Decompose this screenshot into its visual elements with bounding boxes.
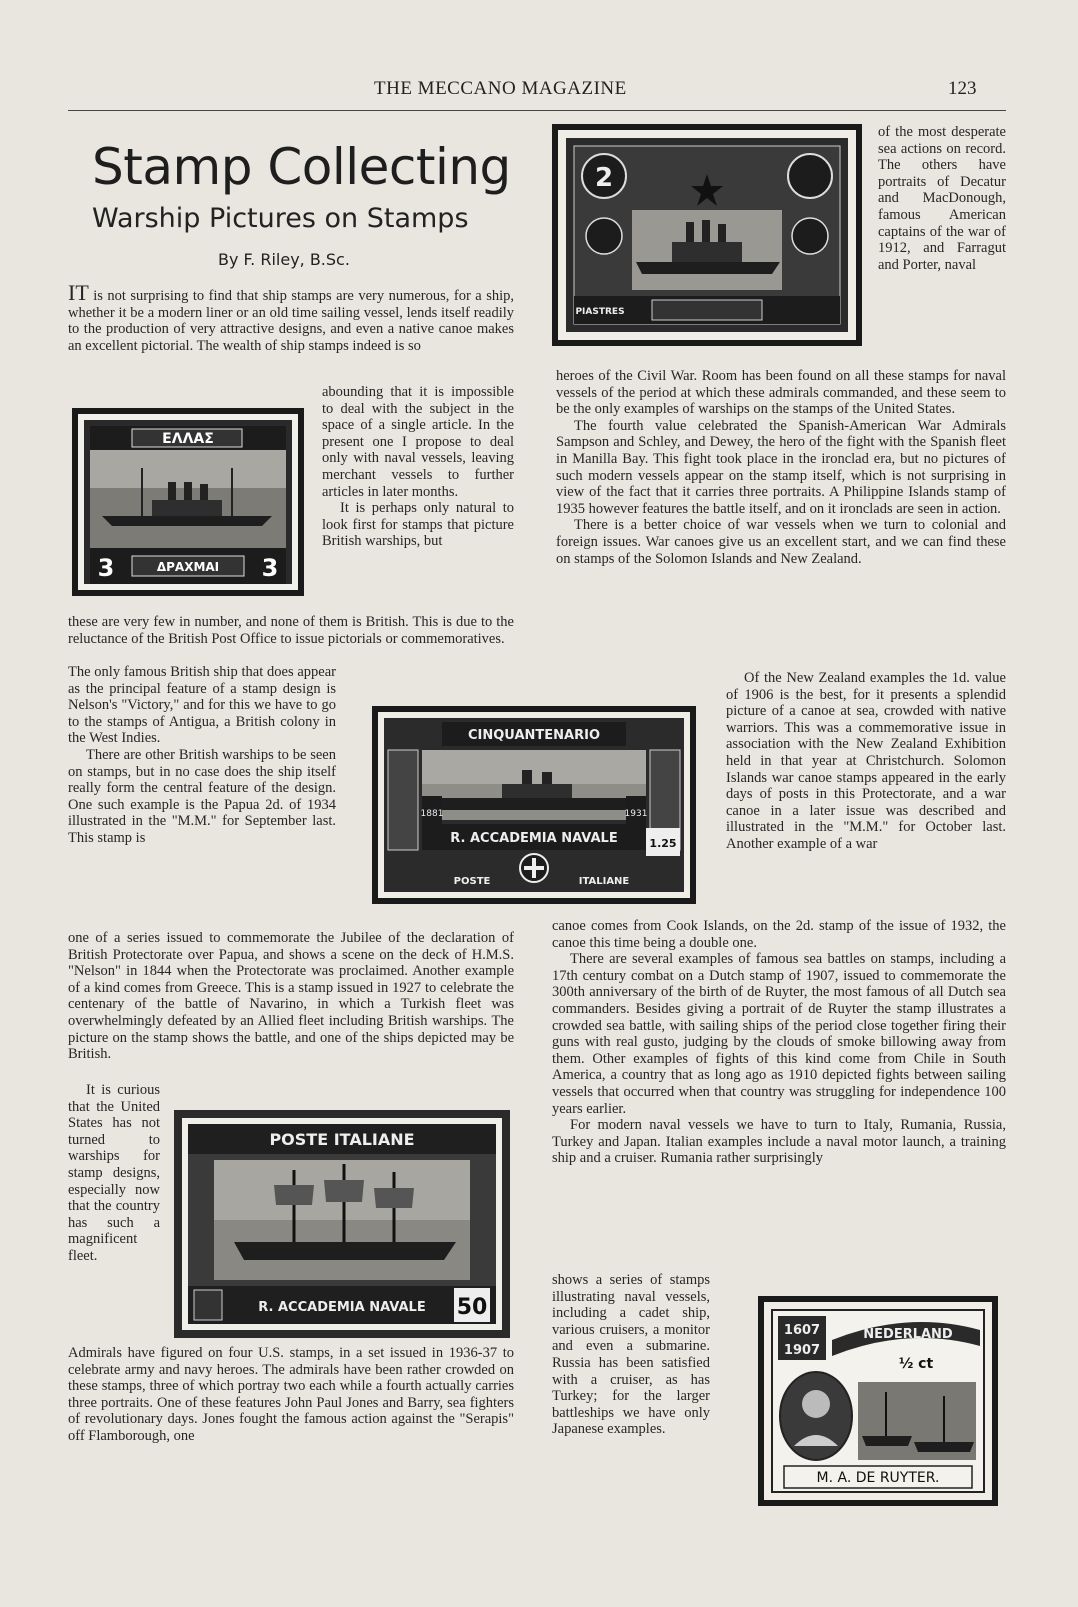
turkey-currency: PIASTRES (575, 307, 625, 317)
paragraph-civil-war: heroes of the Civil War. Room has been found on all these stamps for naval vessels of the period at which these admirals commanded, and these seem to be the only examples of warships on the stamps of the United States. The fourth value celebrated the Spanish-American War Admirals Sampson and Schley, and Dewey, the hero of the fight with the Spanish fleet in Manilla Bay. This fight took place in the ironclad era, but no pictures of such modern vessels appear on the stamp itself, which is not surprising in view of the fact that it carries three portraits. A Philippine Islands stamp of 1935 however features the battle itself, and on it ironclads are seen in action. There is a better choice of war vessels when we turn to colonial and foreign issues. War canoes give us an excellent start, and we can find these on stamps of the Solomon Islands and New Zealand. (556, 368, 1006, 567)
italy2-bottom-text: R. ACCADEMIA NAVALE (258, 1300, 426, 1315)
netherlands-value: ½ ct (898, 1356, 934, 1372)
italy1-year-left: 1881 (420, 809, 444, 819)
paragraph-papua: one of a series issued to commemorate the Jubilee of the declaration of British Protectorate over Papua, and shows a scene on the deck of H.M.S. "Nelson" in 1844 when the Protectorate was proclaimed. Another example of a kind comes from Greece. This is a stamp issued in 1927 to celebrate the centenary of the battle of Navarino, in which a Turkish fleet was overwhelmingly defeated by an Allied fleet including British warships. The picture on the stamp shows the battle, and one of the ships depicted may be British. (68, 930, 514, 1063)
paragraph-beside-italy: The only famous British ship that does appear as the principal feature of a stamp design is Nelson's "Victory," and for this we have to go to the stamps of Antigua, a British colony in the West Indies. There are other British warships to be seen on stamps, but in no case does the ship itself really form the central feature of the design. One such example is the Papua 2d. of 1934 illustrated in the "M.M." for September last. This stamp is (68, 664, 336, 846)
paragraph-intro: IT is not surprising to find that ship stamps are very numerous, for a ship, whether it be a modern liner or an old time sailing vessel, lends itself readily to the production of very attractive designs, and even a native canoe makes an excellent pictorial. The wealth of ship stamps indeed is so (68, 285, 514, 383)
magazine-title: THE MECCANO MAGAZINE (374, 78, 627, 99)
article-subtitle: Warship Pictures on Stamps (92, 203, 469, 234)
italy2-value: 50 (456, 1295, 488, 1320)
turkey-stamp-image (552, 124, 862, 346)
paragraph-beside-greece: abounding that it is impossible to deal with the subject in the space of a single article. In the present one I propose to deal only with naval vessels, leaving merchant vessels to further articles in later months. It is perhaps only natural to look first for stamps that picture British warships, but (322, 384, 514, 548)
italy1-year-right: 1931 (624, 809, 648, 819)
greece-value-right: 3 (261, 554, 279, 582)
paragraph-rumania: shows a series of stamps illustrating naval vessels, including a cadet ship, various cruisers, a monitor and even a submarine. Russia has been satisfied with a cruiser, as has Turkey; for the larger battleships we have only Japanese examples. (552, 1272, 710, 1438)
netherlands-caption: M. A. DE RUYTER. (816, 1470, 940, 1486)
netherlands-year-bottom: 1907 (783, 1343, 821, 1358)
page-number: 123 (948, 78, 977, 99)
greece-value-left: 3 (97, 554, 115, 582)
italy1-value: 1.25 (649, 837, 677, 850)
italy1-bottom-text: R. ACCADEMIA NAVALE (450, 831, 618, 846)
article-title: Stamp Collecting (92, 138, 511, 196)
netherlands-stamp-image (758, 1296, 998, 1506)
paragraph-us-fleet: It is curious that the United States has not turned to warships for stamp designs, especially now that the country has such a magnificent fleet. (68, 1082, 160, 1264)
greece-stamp-image (72, 408, 304, 596)
italy-sailing-ship-stamp-image (174, 1110, 510, 1338)
article-byline: By F. Riley, B.Sc. (218, 250, 350, 269)
paragraph-sea-battles: canoe comes from Cook Islands, on the 2d. stamp of the issue of 1932, the canoe this time being a double one. There are several examples of famous sea battles on stamps, including a 17th century combat on a Dutch stamp of 1907, issued to commemorate the 300th anniversary of the birth of de Ruyter, the most famous of all Dutch sea commanders. Besides giving a portrait of de Ruyter the stamp illustrates a crowded sea battle, with sailing ships of the period close together firing their guns with real gusto, judging by the clouds of smoke billowing away from them. Other examples of fights of this kind come from Chile in South America, a country that as long ago as 1910 depicted fights between sailing vessels that occurred when that country was struggling for independence 100 years earlier. For modern naval vessels we have to turn to Italy, Rumania, Russia, Turkey and Japan. Italian examples include a naval motor launch, a training ship and a cruiser. Rumania rather surprisingly (552, 918, 1006, 1167)
header-rule (68, 110, 1006, 111)
paragraph-british: these are very few in number, and none of them is British. This is due to the reluctance of the British Post Office to issue pictorials or commemoratives. (68, 614, 514, 647)
greece-country-text: ΕΛΛΑΣ (162, 431, 214, 447)
italy1-postal: POSTE (453, 876, 491, 887)
paragraph-us-others: of the most desperate sea actions on record. The others have portraits of Decatur and MacDonough, famous American captains of the war of 1912, and Farragut and Porter, naval (878, 124, 1006, 273)
turkey-value: 2 (594, 163, 614, 193)
paragraph-us-admirals: Admirals have figured on four U.S. stamps, in a set issued in 1936-37 to celebrate army and navy heroes. The admirals have been rather crowded on these stamps, three of which portray two each while a fourth actually carries three portraits. One of these features John Paul Jones and Barry, sea fighters of revolutionary days. Jones fought the famous action against the "Serapis" off Flamborough, one (68, 1345, 514, 1444)
italy1-top-text: CINQUANTENARIO (468, 728, 600, 743)
italy-cruiser-stamp-image (372, 706, 696, 904)
greece-denomination: ΔΡΑΧΜΑΙ (156, 560, 220, 574)
netherlands-country: NEDERLAND (863, 1327, 953, 1342)
paragraph-new-zealand: Of the New Zealand examples the 1d. value of 1906 is the best, for it presents a splendid picture of a canoe at sea, crowded with native warriors. This was a commemorative issue in association with the New Zealand Exhibition held in that year at Christchurch. Solomon Islands war canoe stamps appeared in the early days of posts in this Protectorate, and a war canoe in a later issue was described and illustrated in the "M.M." for October last. Another example of a war (726, 670, 1006, 852)
drop-cap: IT (68, 285, 89, 305)
netherlands-year-top: 1607 (783, 1323, 821, 1338)
italy2-top-text: POSTE ITALIANE (269, 1130, 415, 1149)
italy1-country: ITALIANE (578, 876, 630, 887)
